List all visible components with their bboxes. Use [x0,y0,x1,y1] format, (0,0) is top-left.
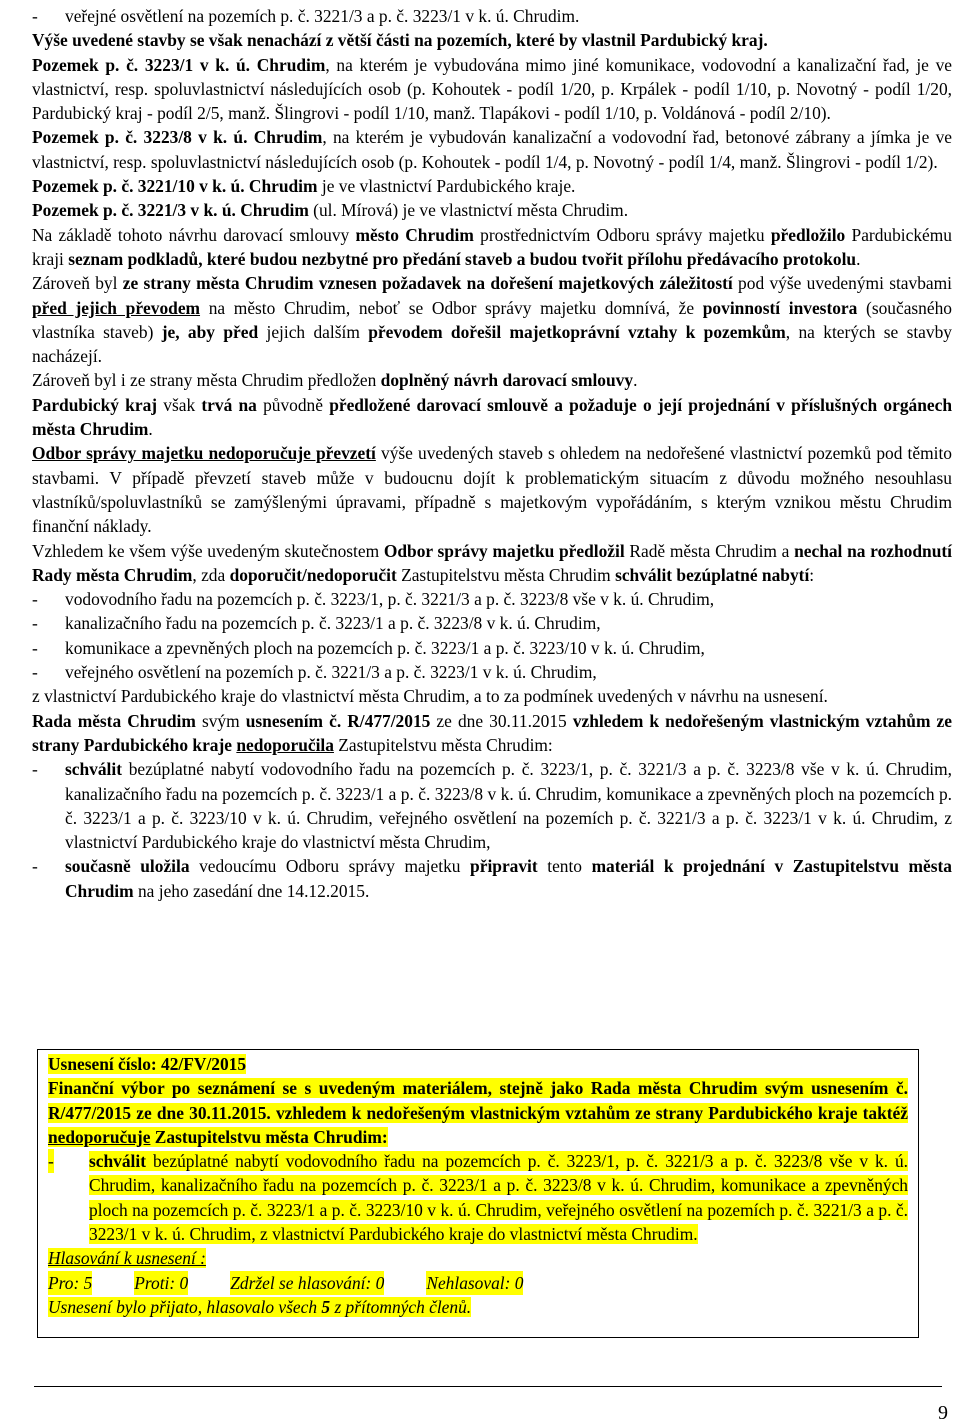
list-item-text [65,856,952,900]
bold-text: schválit bezúplatné nabytí [615,564,810,585]
text: svým [195,710,246,731]
bold-text: Odbor správy majetku předložil [383,540,625,561]
text: Zastupitelstvu města Chrudim: [333,734,553,755]
bullet-dash: - [32,759,38,780]
paragraph [32,393,952,442]
bold-text: současně uložila [65,856,190,877]
highlighted-title: Usnesení číslo: 42/FV/2015 [48,1054,247,1074]
bold-text: doplněný návrh darovací smlouvy [380,370,634,391]
parcel-label: Pozemek p. č. 3221/3 v k. ú. Chrudim [32,200,309,221]
bold-text: schválit [89,1151,147,1172]
paragraph: z vlastnictví Pardubického kraje do vlastnictví města Chrudim, a to za podmínek uvedených v návrhu na usnesení. [32,686,828,707]
bullet-dash: - [32,6,38,26]
bold-text: nechal na rozhodnutí Rady města Chrudim [32,540,952,585]
bold-text: doporučit/nedoporučit [229,564,397,585]
vote-counts [48,1271,908,1295]
bold-text: schválit [65,759,123,780]
list-item-text: vodovodního řadu na pozemcích p. č. 3223/1, p. č. 3221/3 a p. č. 3223/8 vše v k. ú. Chrudim, [65,589,715,610]
parcel-label: Pozemek p. č. 3221/10 v k. ú. Chrudim [32,176,318,197]
resolution-title [48,1052,908,1076]
paragraph [32,441,952,538]
text: Radě města Chrudim a [624,540,795,561]
text: Vzhledem ke všem výše uvedeným skutečnostem [32,540,384,561]
text: , zda [192,564,230,585]
vote-title-text: Hlasování k usnesení : [48,1248,206,1269]
list-item-text: komunikace a zpevněných ploch na pozemcích p. č. 3223/1 a p. č. 3223/10 v k. ú. Chrudim, [65,637,705,658]
bold-text: nedoporučila [236,734,334,755]
list-item [48,1149,908,1246]
list-item-text: veřejné osvětlení na pozemích p. č. 3221/3 a p. č. 3223/1 v k. ú. Chrudim. [65,6,580,26]
paragraph [32,271,952,368]
list-item [32,854,952,903]
bullet-dash: - [32,662,38,683]
underlined-text [32,443,376,463]
bold-text: Rada města Chrudim [32,710,196,731]
acquisition-list [32,587,952,684]
paragraph-parcel-3223-8 [32,125,952,174]
member-count: 5 [321,1296,331,1317]
text: výše uvedených staveb s ohledem na nedořešené vlastnictví pozemků pod těmito stavbami. V případě převzetí staveb může v budoucnu dojít k problematickým situacím z důvodu možného nesouhlasu vlastníků/spoluvlastníků se zamýšlenými úpravami, případně s majetkovým vypořádáním, s kterým vznikou městu Chrudim finanční náklady. [32,443,952,537]
bold-text: Odbor správy majetku nedoporučuje převzetí [32,443,376,464]
text: bezúplatné nabytí vodovodního řadu na pozemcích p. č. 3223/1, p. č. 3221/3 a p. č. 3223/8 vše v k. ú. Chrudim, kanalizačního řadu na pozemcích p. č. 3223/1 a p. č. 3223/8 v k. ú. Chrudim, komunikace a zpevněných ploch na pozemcích p. č. 3223/1 a p. č. 3223/10 v k. ú. Chrudim, veřejného osvětlení na pozemích p. č. 3221/3 a p. č. 3223/1 v k. ú. Chrudim, z vlastnictví Pardubického kraje do vlastnictví města Chrudim, [65,759,952,853]
list-item-text [89,1151,908,1244]
text: vedoucímu Odboru správy majetku [189,856,471,877]
text: Zastupitelstvu města Chrudim: [150,1126,388,1147]
list-item [32,587,952,611]
text: . [633,370,638,391]
list-item [32,757,952,854]
bold-text: povinností investora [702,297,858,318]
bold-text: město Chrudim [355,224,474,245]
text: jejich dalším [258,321,369,342]
text: pod výše uvedenými stavbami [732,273,952,294]
bullet-dash: - [32,637,38,658]
list-item-text: veřejného osvětlení na pozemích p. č. 3221/3 a p. č. 3223/1 v k. ú. Chrudim, [65,662,597,683]
vote-title [48,1246,908,1270]
bold-text: předložené darovací smlouvě a požaduje o její projednání v příslušných orgánech města Chrudim [32,394,953,440]
parcel-text: , na kterém je vybudována mimo jiné komunikace, vodovodní a kanalizační řad, je ve vlastnictví, resp. spoluvlastnictví následujících osob (p. Kohoutek - podíl 1/20, p. Krpálek - podíl 1/10, p. Novotný - podíl 1/20, Pardubický kraj - podíl 2/5, manž. Šlingrovi - podíl 1/10, manž. Tlapákovi - podíl 1/10, p. Voldánová - podíl 2/10). [32,54,952,124]
paragraph-parcel-3221-3 [32,198,952,222]
text: na jeho zasedání dne 14.12.2015. [133,880,370,901]
bold-text: trvá na [201,394,257,415]
text: ze dne 30.11.2015 [430,710,573,731]
underlined-text: nedoporučuje [48,1126,151,1147]
text: . [856,248,861,269]
list-item [32,636,952,660]
vote-abstained: Zdržel se hlasování: 0 [230,1271,384,1295]
text: : [809,564,815,585]
highlighted-bold-text [48,1078,908,1147]
parcel-text: , na kterém je vybudován kanalizační a vodovodní řad, betonové zábrany a jímka je ve vlastnictví, resp. spoluvlastnictví následujících osob (p. Kohoutek - podíl 1/4, p. Novotný - podíl 1/4, manž. Šlingrovi - podíl 1/2). [32,127,953,172]
underlined-text [236,735,334,755]
text: bezúplatné nabytí vodovodního řadu na pozemcích p. č. 3223/1, p. č. 3221/3 a p. č. 3223/8 vše v k. ú. Chrudim, kanalizačního řadu na pozemcích p. č. 3223/1 a p. č. 3223/8 v k. ú. Chrudim, komunikace a zpevněných ploch na pozemcích p. č. 3223/1 a p. č. 3223/10 v k. ú. Chrudim, veřejného osvětlení na pozemích p. č. 3221/3 a p. č. 3223/1 v k. ú. Chrudim, z vlastnictví Pardubického kraje do vlastnictví města Chrudim. [89,1151,908,1245]
bold-text: před jejich převodem [32,297,201,318]
list-item-text: kanalizačního řadu na pozemcích p. č. 3223/1 a p. č. 3223/8 v k. ú. Chrudim, [65,613,601,634]
bullet-dash: - [32,856,38,877]
bold-text: vzhledem k nedořešeným vlastnickým vztahům ze strany Pardubického kraje [32,710,952,755]
paragraph [32,709,952,758]
bold-text: předložilo [770,224,846,245]
text: . [148,419,153,440]
bullet-dash: - [32,613,38,634]
page-number: 9 [938,1402,948,1424]
bold-text: materiál k projednání v Zastupitelstvu města Chrudim [65,856,952,901]
text: , na kterých se stavby nacházejí. [32,321,952,367]
bold-text: je, aby před [161,321,259,342]
text: Na základě tohoto návrhu darovací smlouvy [32,224,356,245]
bold-text: usnesením č. R/477/2015 [245,710,431,731]
bold-text: Pardubický kraj [32,394,158,415]
bold-text: seznam podkladů, které budou nezbytné pro předání staveb a budou tvořit přílohu předávacího protokolu [68,248,857,269]
vote-not-voted: Nehlasoval: 0 [426,1271,523,1295]
text: původně [256,394,330,415]
text: Zároveň byl [32,273,123,294]
list-item-text [65,759,952,852]
bullet-dash: - [32,589,38,610]
bold-text: ze strany města Chrudim vznesen požadavek na dořešení majetkových záležitostí [122,273,733,294]
vote-result [48,1295,908,1319]
text: tento [537,856,592,877]
bold-text: Výše uvedené stavby se však nenachází z větší části na pozemích, které by vlastnil Pardubický kraj. [32,30,768,51]
vote-result-text [48,1297,471,1317]
parcel-text: je ve vlastnictví Pardubického kraje. [317,176,576,197]
text: Finanční výbor po seznámení se s uvedeným materiálem, stejně jako Rada města Chrudim svým usnesením č. R/477/2015 ze dne 30.11.2015. vzhledem k nedořešeným vlastnickým vztahům ze strany Pardubického kraje taktéž [48,1078,908,1123]
text: na město Chrudim, neboť se Odbor správy majetku domnívá, že [200,297,703,318]
paragraph-parcel-3221-10 [32,174,952,198]
text: Zároveň byl i ze strany města Chrudim předložen [32,370,381,391]
document-body [32,4,952,903]
text: prostřednictvím Odboru správy majetku [473,224,771,245]
underlined-text [32,298,200,318]
paragraph-parcel-3223-1 [32,53,952,126]
bold-text: připravit [470,856,538,877]
bold-text: převodem dořešil majetkoprávní vztahy k pozemkům [368,321,786,342]
paragraph [32,539,952,588]
list-item [32,611,952,635]
resolution-box [37,1049,919,1338]
vote-proti: Proti: 0 [134,1271,188,1295]
paragraph [32,223,952,272]
parcel-text: (ul. Mírová) je ve vlastnictví města Chrudim. [308,200,629,221]
parcel-label: Pozemek p. č. 3223/8 v k. ú. Chrudim [32,127,323,148]
paragraph [32,28,952,52]
vote-pro: Pro: 5 [48,1271,92,1295]
paragraph [32,368,952,392]
text: však [157,394,202,415]
text: z přítomných členů. [330,1296,472,1317]
bullet-dash: - [48,1149,54,1173]
text: Pardubickému kraji [32,224,952,269]
list-item [32,4,952,28]
text: (současného vlastníka staveb) [32,297,952,342]
text: Zastupitelstvu města Chrudim [396,564,616,585]
resolution-intro [48,1076,908,1149]
text: Usnesení bylo přijato, hlasovalo všech [48,1296,322,1317]
footer-rule [34,1386,942,1387]
parcel-label: Pozemek p. č. 3223/1 v k. ú. Chrudim [32,54,326,75]
list-item [32,660,952,684]
